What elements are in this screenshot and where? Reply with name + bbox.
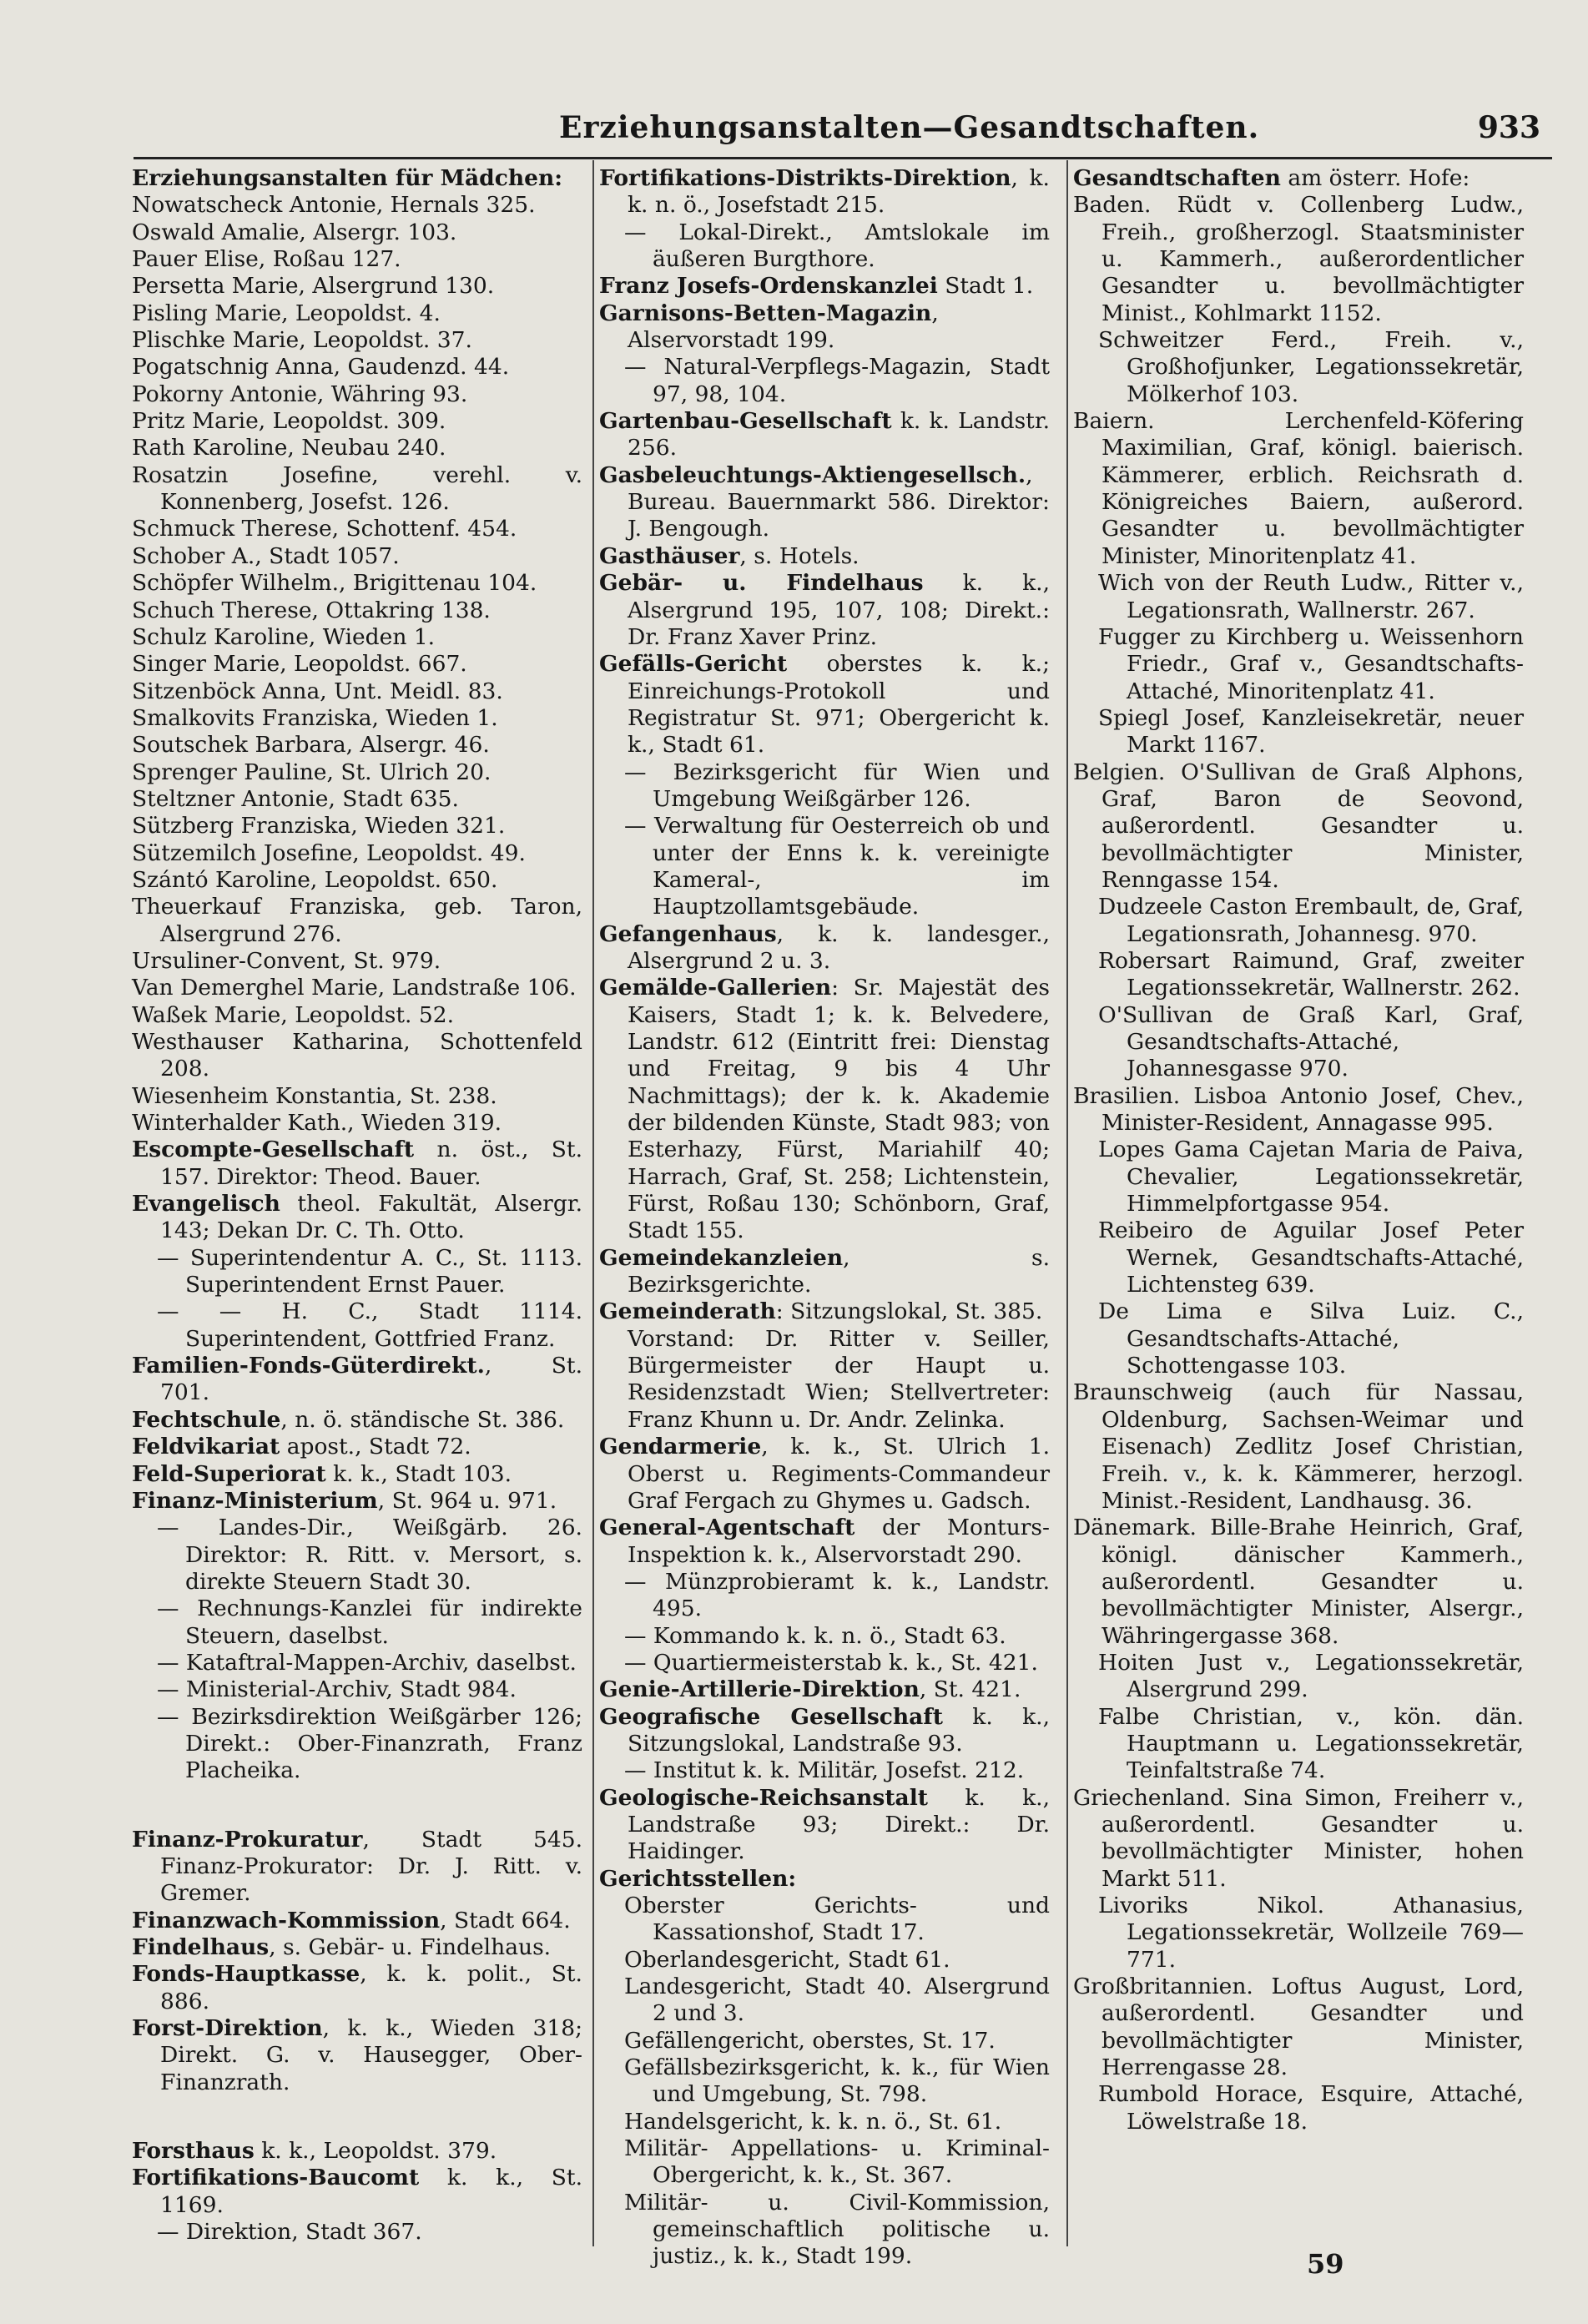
entry-keyword: Gesandtschaften: [1073, 165, 1281, 191]
entry-text: Belgien. O'Sullivan de Graß Alphons, Graf, Baron de Seovond, außerordentl. Gesandter u. bevollmächtigter Minister, Renngasse 154.: [1073, 759, 1524, 893]
entry-text: Schuch Therese, Ottakring 138.: [132, 597, 491, 623]
directory-entry: [1073, 165, 1524, 192]
directory-entry: [132, 2015, 582, 2096]
entry-keyword: Finanz-Prokuratur: [132, 1826, 363, 1853]
column-right: [1073, 165, 1524, 2135]
entry-text: Rumbold Horace, Esquire, Attaché, Löwelstraße 18.: [1098, 2081, 1524, 2135]
entry-text: Militär- u. Civil-Kommission, gemeinschaftlich politische u. justiz., k. k., Stadt 199.: [624, 2189, 1050, 2270]
entry-text: — Institut k. k. Militär, Josefst. 212.: [624, 1757, 1025, 1784]
directory-entry: [132, 354, 582, 381]
directory-entry: [132, 651, 582, 678]
entry-text: Militär- Appellations- u. Kriminal-Obergericht, k. k., St. 367.: [624, 2135, 1050, 2189]
directory-entry: [1073, 1704, 1524, 1785]
entry-text: , St. 964 u. 971.: [377, 1487, 557, 1514]
directory-entry: [132, 219, 582, 246]
directory-entry: [1073, 1002, 1524, 1083]
directory-entry: [599, 408, 1050, 462]
entry-text: Pauer Elise, Roßau 127.: [132, 246, 401, 273]
directory-entry: [132, 705, 582, 732]
entry-keyword: Garnisons-Betten-Magazin: [599, 300, 932, 326]
directory-entry: [599, 1298, 1050, 1325]
entry-keyword: Gendarmerie: [599, 1434, 762, 1460]
entry-keyword: Fortifikations-Distrikts-Direktion: [599, 165, 1011, 191]
entry-text: — Kommando k. k. n. ö., Stadt 63.: [624, 1622, 1006, 1649]
entry-text: , k. k., St. Ulrich 1. Oberst u. Regiments-Commandeur Graf Fergach zu Ghymes u. Gadsch.: [628, 1434, 1050, 1514]
entry-text: — Quartiermeisterstab k. k., St. 421.: [624, 1649, 1038, 1676]
directory-entry: [599, 2135, 1050, 2190]
entry-text: Schulz Karoline, Wieden 1.: [132, 623, 436, 650]
entry-keyword: Genie-Artillerie-Direktion: [599, 1676, 920, 1703]
directory-entry: [132, 1191, 582, 1245]
directory-entry: [1073, 1298, 1524, 1379]
directory-entry: [1073, 1379, 1524, 1515]
entry-text: Westhauser Katharina, Schottenfeld 208.: [132, 1029, 582, 1082]
entry-keyword: Feld-Superiorat: [132, 1460, 326, 1487]
directory-entry: [1073, 2081, 1524, 2135]
directory-entry: [132, 1596, 582, 1650]
directory-entry: [599, 813, 1050, 920]
entry-text: De Lima e Silva Luiz. C., Gesandtschafts-Attaché, Schottengasse 103.: [1098, 1298, 1524, 1379]
directory-entry: [1073, 192, 1524, 327]
entry-text: Schober A., Stadt 1057.: [132, 542, 400, 569]
entry-text: theol. Fakultät, Alsergr. 143; Dekan Dr. C. Th. Otto.: [160, 1191, 582, 1244]
directory-entry: [132, 435, 582, 461]
entry-keyword: Gartenbau-Gesellschaft: [599, 408, 892, 435]
entry-text: der Monturs-Inspektion k. k., Alservorstadt 290.: [628, 1515, 1050, 1568]
entry-text: Pritz Marie, Leopoldst. 309.: [132, 408, 446, 435]
entry-text: , k. k., Wieden 318; Direkt. G. v. Hausegger, Ober-Finanzrath.: [160, 2015, 582, 2095]
entry-text: Schöpfer Wilhelm., Brigittenau 104.: [132, 570, 537, 597]
directory-entry: [132, 570, 582, 597]
entry-keyword: Finanzwach-Kommission: [132, 1907, 441, 1933]
entry-text: Reibeiro de Aguilar Josef Peter Wernek, Gesandtschafts-Attaché, Lichtensteg 639.: [1098, 1217, 1524, 1298]
entry-keyword: Geologische-Reichsanstalt: [599, 1784, 929, 1811]
directory-entry: [132, 597, 582, 624]
directory-entry: [132, 975, 582, 1001]
entry-text: : Sitzungslokal, St. 385.: [775, 1298, 1043, 1325]
entry-text: Wiesenheim Konstantia, St. 238.: [132, 1082, 497, 1109]
entry-keyword: Erziehungsanstalten für Mädchen:: [132, 165, 563, 191]
directory-entry: [1073, 705, 1524, 759]
entry-text: Oberlandesgericht, Stadt 61.: [624, 1946, 950, 1973]
entry-text: Fugger zu Kirchberg u. Weissenhorn Friedr., Graf v., Gesandtschafts-Attaché, Minoritenplatz 41.: [1098, 623, 1524, 704]
directory-entry: [132, 1827, 582, 1908]
directory-entry: [132, 192, 582, 219]
directory-entry: [599, 1974, 1050, 2028]
entry-keyword: Gemälde-Gallerien: [599, 975, 832, 1001]
directory-entry: [599, 165, 1050, 219]
entry-text: , Stadt 664.: [440, 1907, 571, 1933]
entry-text: Sützberg Franziska, Wieden 321.: [132, 813, 506, 839]
entry-text: Sprenger Pauline, St. Ulrich 20.: [132, 759, 492, 785]
directory-entry: [1073, 948, 1524, 1002]
entry-text: am österr. Hofe:: [1280, 165, 1470, 191]
column-left: [132, 165, 582, 2246]
entry-text: k. k., St. 1169.: [160, 2165, 582, 2218]
entry-text: Plischke Marie, Leopoldst. 37.: [132, 327, 472, 354]
entry-keyword: Gebär- u. Findelhaus: [599, 570, 924, 597]
entry-text: Nowatscheck Antonie, Hernals 325.: [132, 192, 536, 219]
entry-keyword: Gefangenhaus: [599, 920, 777, 947]
entry-text: , k. k. n. ö., Josefstadt 215.: [628, 165, 1050, 219]
entry-text: Steltzner Antonie, Stadt 635.: [132, 785, 459, 812]
entry-text: , Stadt 545. Finanz-Prokurator: Dr. J. Ritt. v. Gremer.: [160, 1826, 582, 1907]
entry-keyword: Gemeindekanzleien: [599, 1244, 844, 1271]
entry-text: Griechenland. Sina Simon, Freiherr v., außerordentl. Gesandter u. bevollmächtigter Minister, hohen Markt 511.: [1073, 1784, 1524, 1892]
directory-entry: [132, 1029, 582, 1083]
entry-keyword: Geografische Gesellschaft: [599, 1703, 943, 1730]
entry-text: Lopes Gama Cajetan Maria de Paiva, Chevalier, Legationssekretär, Himmelpfortgasse 954.: [1098, 1137, 1524, 1217]
directory-entry: [1073, 1217, 1524, 1298]
signature-mark: 59: [1307, 2248, 1344, 2280]
directory-entry: [599, 570, 1050, 651]
entry-text: n. öst., St. 157. Direktor: Theod. Bauer.: [160, 1137, 582, 1190]
directory-entry: [132, 759, 582, 786]
column-divider-right: [1066, 160, 1068, 2246]
directory-entry: [132, 2219, 582, 2246]
entry-text: — Ministerial-Archiv, Stadt 984.: [157, 1676, 517, 1703]
directory-entry: [599, 543, 1050, 570]
entry-keyword: Gasbeleuchtungs-Aktiengesellsch.: [599, 461, 1026, 488]
entry-text: — Direktion, Stadt 367.: [157, 2219, 422, 2246]
directory-entry: [1073, 1083, 1524, 1137]
entry-keyword: Finanz-Ministerium: [132, 1487, 378, 1514]
directory-entry: [132, 300, 582, 327]
entry-text: , k. k. polit., St. 886.: [160, 1961, 582, 2014]
entry-text: Van Demerghel Marie, Landstraße 106.: [132, 975, 577, 1001]
directory-entry: [132, 327, 582, 354]
entry-text: Soutschek Barbara, Alsergr. 46.: [132, 732, 490, 759]
directory-entry: [599, 1785, 1050, 1866]
entry-keyword: Gefälls-Gericht: [599, 651, 788, 678]
directory-entry: [132, 1137, 582, 1191]
directory-entry: [132, 1245, 582, 1299]
directory-entry: [1073, 1137, 1524, 1217]
directory-entry: [132, 1650, 582, 1676]
entry-text: Vorstand: Dr. Ritter v. Seiller, Bürgermeister der Haupt u. Residenzstadt Wien; Stellvertreter: Franz Khunn u. Dr. Andr. Zelinka.: [628, 1325, 1050, 1433]
directory-entry: [132, 516, 582, 542]
directory-entry: [599, 1569, 1050, 1623]
entry-text: Handelsgericht, k. k. n. ö., St. 61.: [624, 2108, 1002, 2135]
entry-text: — — H. C., Stadt 1114. Superintendent, Gottfried Franz.: [157, 1298, 582, 1352]
page-number: 933: [1477, 110, 1540, 145]
entry-keyword: Familien-Fonds-Güterdirekt.: [132, 1353, 485, 1379]
directory-entry: [1073, 894, 1524, 948]
entry-text: Dänemark. Bille-Brahe Heinrich, Graf, königl. dänischer Kammerh., außerordentl. Gesandter u. bevollmächtigter Minister, Alsergr., Währingergasse 368.: [1073, 1515, 1524, 1649]
directory-entry: [132, 867, 582, 894]
entry-text: , s. Gebär- u. Findelhaus.: [269, 1934, 552, 1960]
entry-text: Stadt 1.: [937, 273, 1034, 300]
page-header: [134, 107, 1552, 157]
entry-text: Oswald Amalie, Alsergr. 103.: [132, 219, 457, 245]
directory-entry: [1073, 1785, 1524, 1893]
directory-entry: [132, 1407, 582, 1434]
directory-entry: [132, 1704, 582, 1785]
directory-entry: [132, 1908, 582, 1934]
directory-entry: [132, 1434, 582, 1460]
directory-entry: [132, 624, 582, 651]
entry-text: Szántó Karoline, Leopoldst. 650.: [132, 866, 498, 893]
directory-entry: [599, 2109, 1050, 2135]
directory-entry: [132, 273, 582, 300]
entry-text: , k. k. landesger., Alsergrund 2 u. 3.: [628, 920, 1050, 974]
entry-text: , s. Hotels.: [739, 542, 860, 569]
directory-entry: [599, 1757, 1050, 1784]
directory-entry: [1073, 1974, 1524, 2081]
directory-entry: [599, 2054, 1050, 2109]
entry-text: , St. 421.: [919, 1676, 1021, 1703]
entry-text: apost., Stadt 72.: [280, 1434, 471, 1460]
directory-entry: [599, 354, 1050, 408]
directory-entry: [599, 1893, 1050, 1947]
header-rule: [134, 157, 1552, 159]
entry-text: Braunschweig (auch für Nassau, Oldenburg, Sachsen-Weimar und Eisenach) Zedlitz Josef Christian, Freih. v., k. k. Kämmerer, herzogl. Minist.-Resident, Landhausg. 36.: [1073, 1379, 1524, 1514]
entry-text: Sitzenböck Anna, Unt. Meidl. 83.: [132, 678, 503, 704]
entry-text: Großbritannien. Loftus August, Lord, außerordentl. Gesandter und bevollmächtigter Minister, Herrengasse 28.: [1073, 1974, 1524, 2081]
directory-entry: [132, 408, 582, 435]
directory-entry: [132, 381, 582, 408]
directory-entry: [132, 1461, 582, 1488]
entry-text: Baiern. Lerchenfeld-Köfering Maximilian, Graf, königl. baierisch. Kämmerer, erblich. Reichsrath d. Königreiches Baiern, außerord. Gesandter u. bevollmächtigter Minister, Minoritenplatz 41.: [1073, 408, 1524, 569]
entry-keyword: Feldvikariat: [132, 1434, 280, 1460]
entry-text: Ursuliner-Convent, St. 979.: [132, 947, 441, 974]
entry-text: Rosatzin Josefine, verehl. v. Konnenberg, Josefst. 126.: [132, 461, 582, 516]
directory-entry: [132, 1961, 582, 2015]
directory-entry: [599, 921, 1050, 975]
entry-keyword: Escompte-Gesellschaft: [132, 1137, 415, 1163]
entry-text: Oberster Gerichts- und Kassationshof, Stadt 17.: [624, 1893, 1050, 1946]
directory-entry: [132, 894, 582, 948]
directory-entry: [599, 273, 1050, 300]
directory-entry: [132, 2165, 582, 2219]
entry-text: oberstes k. k.; Einreichungs-Protokoll und Registratur St. 971; Obergericht k. k., Stadt 61.: [628, 651, 1050, 759]
entry-text: Rath Karoline, Neubau 240.: [132, 435, 446, 461]
entry-keyword: Fechtschule: [132, 1406, 281, 1433]
entry-text: — Rechnungs-Kanzlei für indirekte Steuern, daselbst.: [157, 1596, 582, 1649]
entry-text: Schmuck Therese, Schottenf. 454.: [132, 516, 517, 542]
directory-entry: [599, 1623, 1050, 1650]
entry-text: Persetta Marie, Alsergrund 130.: [132, 273, 495, 300]
entry-text: — Landes-Dir., Weißgärb. 26. Direktor: R. Ritt. v. Mersort, s. direkte Steuern Stadt 30.: [157, 1515, 582, 1595]
entry-text: — Superintendentur A. C., St. 1113. Superintendent Ernst Pauer.: [157, 1244, 582, 1298]
entry-text: Smalkovits Franziska, Wieden 1.: [132, 704, 498, 731]
directory-entry: [132, 1298, 582, 1353]
entry-text: — Verwaltung für Oesterreich ob und unter der Enns k. k. vereinigte Kameral-, im Hauptzollamtsgebäude.: [624, 813, 1050, 920]
entry-text: Spiegl Josef, Kanzleisekretär, neuer Markt 1167.: [1098, 704, 1524, 759]
entry-text: — Bezirksdirektion Weißgärber 126; Direkt.: Ober-Finanzrath, Franz Placheika.: [157, 1703, 582, 1784]
directory-entry: [599, 1947, 1050, 1974]
directory-entry: [1073, 1650, 1524, 1704]
directory-entry: [132, 1083, 582, 1110]
directory-entry: [599, 1676, 1050, 1703]
directory-entry: [599, 462, 1050, 543]
entry-text: k. k., Sitzungslokal, Landstraße 93.: [628, 1703, 1050, 1757]
entry-text: Wich von der Reuth Ludw., Ritter v., Legationsrath, Wallnerstr. 267.: [1098, 570, 1524, 623]
directory-entry: [1073, 1893, 1524, 1974]
entry-text: Gefällengericht, oberstes, St. 17.: [624, 2027, 996, 2054]
entry-text: Baden. Rüdt v. Collenberg Ludw., Freih., großherzogl. Staatsminister u. Kammerh., außerordentlicher Gesandter u. bevollmächtigter Minist., Kohlmarkt 1152.: [1073, 192, 1524, 326]
entry-text: Brasilien. Lisboa Antonio Josef, Chev., Minister-Resident, Annagasse 995.: [1073, 1082, 1524, 1137]
directory-entry: [132, 1676, 582, 1703]
directory-entry: [1073, 759, 1524, 895]
directory-entry: [1073, 624, 1524, 705]
directory-entry: [132, 543, 582, 570]
directory-entry: [599, 1326, 1050, 1434]
section-heading: [132, 165, 582, 192]
entry-text: — Kataftral-Mappen-Archiv, daselbst.: [157, 1649, 577, 1676]
entry-text: Landesgericht, Stadt 40. Alsergrund 2 und 3.: [624, 1974, 1050, 2027]
directory-entry: [599, 651, 1050, 759]
entry-text: Theuerkauf Franziska, geb. Taron, Alsergrund 276.: [132, 894, 582, 947]
entry-text: Singer Marie, Leopoldst. 667.: [132, 651, 467, 678]
directory-entry: [132, 1110, 582, 1137]
directory-entry: [1073, 1515, 1524, 1650]
directory-entry: [132, 1934, 582, 1961]
entry-text: O'Sullivan de Graß Karl, Graf, Gesandtschafts-Attaché, Johannesgasse 970.: [1098, 1001, 1524, 1082]
directory-entry: [132, 732, 582, 759]
directory-entry: [132, 786, 582, 813]
entry-text: Gefällsbezirksgericht, k. k., für Wien und Umgebung, St. 798.: [624, 2054, 1050, 2108]
directory-entry: [599, 1866, 1050, 1893]
entry-text: Pogatschnig Anna, Gaudenzd. 44.: [132, 354, 510, 381]
directory-entry: [132, 813, 582, 839]
directory-entry: [599, 1434, 1050, 1515]
column-middle: [599, 165, 1050, 2271]
entry-keyword: Franz Josefs-Ordenskanzlei: [599, 273, 938, 300]
directory-entry: [599, 2028, 1050, 2054]
directory-entry: [1073, 327, 1524, 408]
entry-keyword: Fonds-Hauptkasse: [132, 1961, 360, 1988]
entry-text: Livoriks Nikol. Athanasius, Legationssekretär, Wollzeile 769—771.: [1098, 1893, 1524, 1973]
directory-entry: [132, 948, 582, 975]
entry-keyword: Forsthaus: [132, 2138, 255, 2165]
entry-text: k. k., Alsergrund 195, 107, 108; Direkt.: Dr. Franz Xaver Prinz.: [628, 570, 1050, 650]
directory-entry: [132, 1515, 582, 1596]
directory-entry: [132, 2138, 582, 2165]
directory-entry: [132, 1353, 582, 1407]
entry-text: — Natural-Verpflegs-Magazin, Stadt 97, 98, 104.: [624, 354, 1050, 407]
entry-text: — Lokal-Direkt., Amtslokale im äußeren Burgthore.: [624, 219, 1050, 273]
entry-text: , s. Bezirksgerichte.: [628, 1244, 1050, 1298]
entry-keyword: Gerichtsstellen:: [599, 1865, 797, 1892]
entry-text: k. k., Leopoldst. 379.: [254, 2138, 497, 2165]
directory-entry: [132, 678, 582, 705]
entry-text: , St. 701.: [160, 1353, 582, 1406]
directory-entry: [1073, 570, 1524, 624]
directory-entry: [599, 2190, 1050, 2271]
directory-entry: [132, 1488, 582, 1515]
entry-text: , Alservorstadt 199.: [628, 300, 939, 354]
entry-keyword: Fortifikations-Baucomt: [132, 2165, 420, 2191]
entry-text: Schweitzer Ferd., Freih. v., Großhofjunker, Legationssekretär, Mölkerhof 103.: [1098, 327, 1524, 407]
directory-entry: [132, 462, 582, 517]
directory-entry: [599, 1704, 1050, 1758]
entry-keyword: Evangelisch: [132, 1191, 280, 1217]
directory-entry: [1073, 408, 1524, 570]
entry-keyword: General-Agentschaft: [599, 1515, 855, 1541]
entry-text: Pokorny Antonie, Währing 93.: [132, 381, 468, 407]
entry-text: Robersart Raimund, Graf, zweiter Legationssekretär, Wallnerstr. 262.: [1098, 947, 1524, 1001]
entry-text: Falbe Christian, v., kön. dän. Hauptmann u. Legationssekretär, Teinfaltstraße 74.: [1098, 1703, 1524, 1784]
directory-entry: [132, 246, 582, 273]
entry-keyword: Gasthäuser: [599, 542, 740, 569]
entry-text: k. k., Stadt 103.: [325, 1460, 512, 1487]
directory-entry: [132, 1002, 582, 1029]
entry-text: Pisling Marie, Leopoldst. 4.: [132, 300, 441, 326]
entry-text: Sützemilch Josefine, Leopoldst. 49.: [132, 839, 526, 866]
directory-entry: [599, 759, 1050, 814]
entry-text: — Münzprobieramt k. k., Landstr. 495.: [624, 1568, 1050, 1622]
directory-entry: [599, 975, 1050, 1244]
entry-keyword: Findelhaus: [132, 1934, 270, 1960]
entry-text: k. k. Landstr. 256.: [628, 408, 1050, 461]
entry-text: Dudzeele Caston Erembault, de, Graf, Legationsrath, Johannesg. 970.: [1098, 894, 1524, 947]
directory-entry: [132, 840, 582, 867]
entry-text: k. k., Landstraße 93; Direkt.: Dr. Haidinger.: [628, 1784, 1050, 1865]
entry-keyword: Gemeinderath: [599, 1298, 776, 1325]
entry-text: , n. ö. ständische St. 386.: [280, 1406, 565, 1433]
entry-text: Hoiten Just v., Legationssekretär, Alsergrund 299.: [1098, 1649, 1524, 1703]
entry-text: — Bezirksgericht für Wien und Umgebung Weißgärber 126.: [624, 759, 1050, 812]
directory-entry: [599, 219, 1050, 274]
entry-text: Waßek Marie, Leopoldst. 52.: [132, 1001, 455, 1028]
column-divider-left: [592, 160, 594, 2246]
directory-entry: [599, 1515, 1050, 1569]
entry-text: Winterhalder Kath., Wieden 319.: [132, 1110, 502, 1137]
directory-entry: [599, 1650, 1050, 1676]
directory-entry: [599, 300, 1050, 355]
running-title: Erziehungsanstalten—Gesandtschaften.: [559, 110, 1260, 145]
directory-entry: [599, 1245, 1050, 1299]
entry-text: : Sr. Majestät des Kaisers, Stadt 1; k. k. Belvedere, Landstr. 612 (Eintritt frei: Dienstag und Freitag, 9 bis 4 Uhr Nachmittags); der k. k. Akademie der bildenden Künste, Stadt 983; von Esterhazy, Fürst, Mariahilf 40; Harrach, Graf, St. 258; Lichtenstein, Fürst, Roßau 130; Schönborn, Graf, Stadt 155.: [628, 975, 1050, 1244]
entry-keyword: Forst-Direktion: [132, 2015, 323, 2042]
entry-text: , Bureau. Bauernmarkt 586. Direktor: J. Bengough.: [628, 461, 1050, 542]
